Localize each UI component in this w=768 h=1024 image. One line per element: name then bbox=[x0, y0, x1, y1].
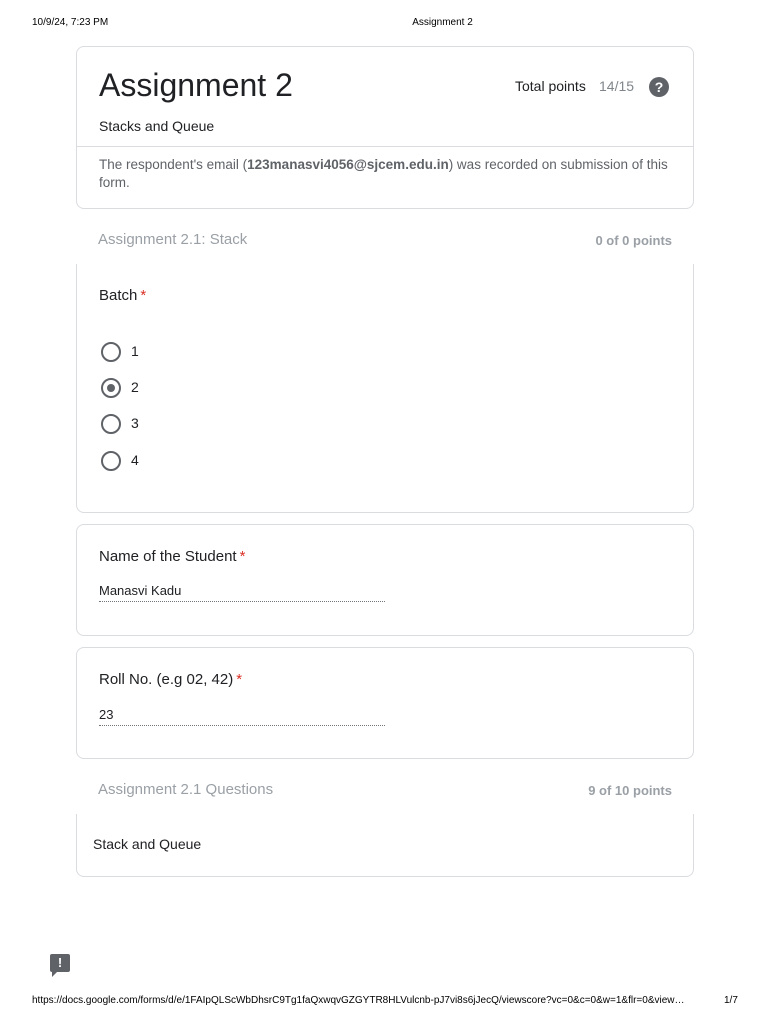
answer-name[interactable]: Manasvi Kadu bbox=[99, 583, 385, 602]
print-header bbox=[0, 17, 768, 31]
required-asterisk: * bbox=[236, 671, 243, 688]
total-points-label: Total points bbox=[515, 78, 586, 94]
respondent-email: 123manasvi4056@sjcem.edu.in bbox=[247, 157, 449, 172]
radio-button-checked[interactable] bbox=[101, 378, 121, 398]
form-title: Assignment 2 bbox=[99, 67, 293, 103]
email-recorded-note: The respondent's email (123manasvi4056@sjcem.edu.in) was recorded on submission of this form. bbox=[99, 157, 668, 190]
print-footer bbox=[0, 995, 768, 1009]
radio-button[interactable] bbox=[101, 342, 121, 362]
section-title: Assignment 2.1 Questions bbox=[98, 781, 274, 798]
radio-label: 1 bbox=[131, 343, 139, 359]
section-header-questions bbox=[98, 781, 672, 801]
form-description: Stacks and Queue bbox=[99, 118, 215, 134]
page-number: 1/7 bbox=[724, 995, 738, 1006]
radio-button[interactable] bbox=[101, 414, 121, 434]
divider bbox=[77, 146, 693, 147]
question-card-name bbox=[76, 524, 694, 636]
section-title: Assignment 2.1: Stack bbox=[98, 231, 248, 248]
section-points: 0 of 0 points bbox=[595, 233, 672, 248]
section-description-card bbox=[76, 814, 694, 877]
question-card-roll bbox=[76, 647, 694, 759]
radio-label: 4 bbox=[131, 452, 139, 468]
form-header-card bbox=[76, 46, 694, 209]
required-asterisk: * bbox=[239, 548, 246, 565]
section-points: 9 of 10 points bbox=[588, 783, 672, 798]
section-description: Stack and Queue bbox=[93, 836, 202, 852]
total-points-value: 14/15 bbox=[599, 78, 635, 94]
radio-label: 2 bbox=[131, 379, 139, 395]
question-title-batch: Batch * bbox=[99, 287, 147, 304]
answer-roll[interactable]: 23 bbox=[99, 707, 385, 726]
section-header-stack bbox=[98, 231, 672, 251]
help-icon[interactable]: ? bbox=[649, 77, 669, 97]
radio-label: 3 bbox=[131, 415, 139, 431]
feedback-icon[interactable]: ! bbox=[50, 954, 70, 972]
radio-button[interactable] bbox=[101, 451, 121, 471]
print-url: https://docs.google.com/forms/d/e/1FAIpQLScWbDhsrC9Tg1faQxwqvGZGYTR8HLVulcnb-pJ7vi8s6jJecQ/viewscore?vc=0&c=0&w=1&flr=0&view… bbox=[32, 995, 685, 1006]
question-title-name: Name of the Student * bbox=[99, 548, 246, 565]
required-asterisk: * bbox=[140, 287, 147, 304]
print-datetime: 10/9/24, 7:23 PM bbox=[32, 17, 109, 28]
question-card-batch bbox=[76, 264, 694, 513]
print-title: Assignment 2 bbox=[412, 17, 473, 28]
question-title-roll: Roll No. (e.g 02, 42) * bbox=[99, 671, 243, 688]
